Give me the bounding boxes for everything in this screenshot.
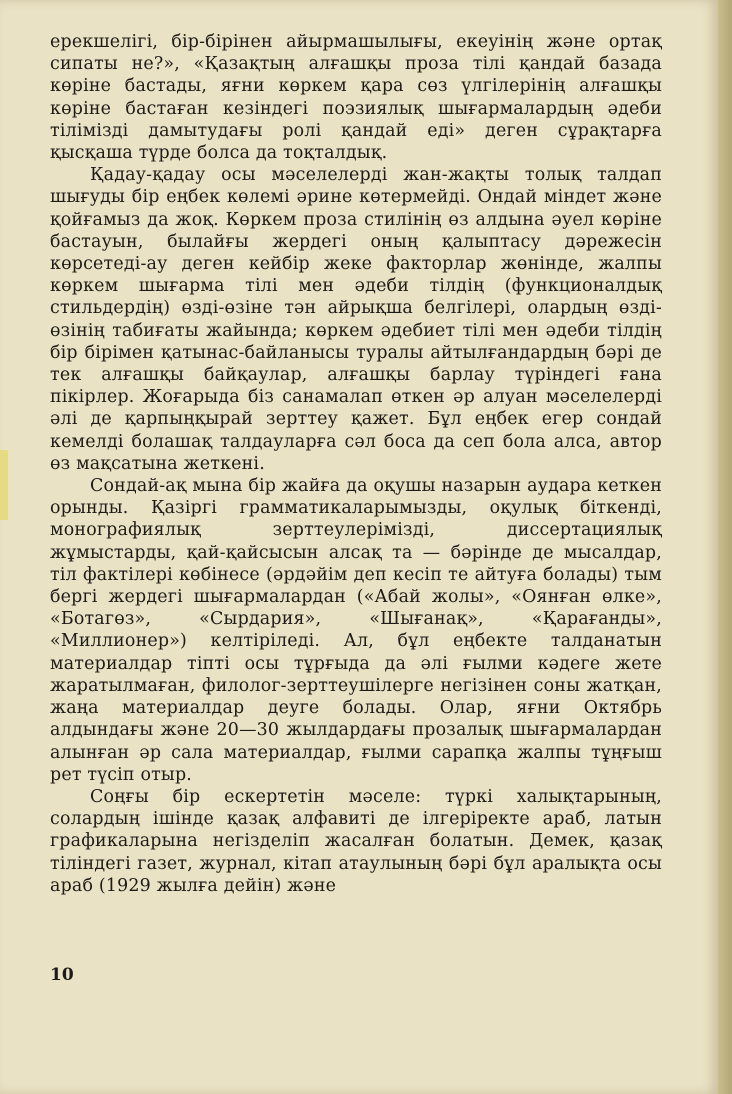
paragraph-4: Соңғы бір ескертетін мәселе: түркі халықтарының, солардың ішінде қазақ алфавиті де ілгеріректе араб, латын графикаларына негізделіп жасалған болатын. Демек, қазақ тіліндегі газет, журнал, кітап атаулының бәрі бұл аралықта осы араб (1929 жылға дейін) және bbox=[50, 786, 662, 896]
paragraph-1: ерекшелігі, бір-бірінен айырмашылығы, екеуінің және ортақ сипаты не?», «Қазақтың алғашқы проза тілі қандай базада көріне бастады, яғни көркем қара сөз үлгілерінің алғашқы көріне бастаған кезіндегі поэзиялық шығармалардың әдеби тілімізді дамытудағы ролі қандай еді» деген сұрақтарға қысқаша түрде болса да тоқталдық. bbox=[50, 32, 662, 164]
page-edge-highlight bbox=[0, 450, 8, 520]
page-text bbox=[50, 31, 662, 897]
page-number: 10 bbox=[50, 965, 74, 985]
paragraph-3: Сондай-ақ мына бір жайға да оқушы назарын аудара кеткен орынды. Қазіргі грамматикаларымызды, оқулық біткенді, монографиялық зерттеулерімізді, диссертациялық жұмыстарды, қай-қайсысын алсақ та — бәрінде де мысалдар, тіл фактілері көбінесе (әрдәйім деп кесіп те айтуға болады) тым бергі жердегі шығармалардан («Абай жолы», «Оянған өлке», «Ботагөз», «Сырдария», «Шығанақ», «Қарағанды», «Миллионер») келтіріледі. Ал, бұл еңбекте талданатын материалдар тіпті осы тұрғыда да әлі ғылми кәдеге жете жаратылмаған, филолог-зерттеушілерге негізінен соны жатқан, жаңа материалдар деуге болады. Олар, яғни Октябрь алдындағы және 20—30 жылдардағы прозалық шығармалардан алынған әр сала материалдар, ғылми сарапқа жалпы тұңғыш рет түсіп отыр. bbox=[50, 476, 662, 785]
page-binding-edge bbox=[718, 0, 732, 1094]
paragraph-2: Қадау-қадау осы мәселелерді жан-жақты толық талдап шығуды бір еңбек көлемі әрине көтермейді. Ондай міндет және қойғамыз да жоқ. Көркем проза стилінің өз алдына әуел көріне бастауын, былайғы жердегі оның қалыптасу дәрежесін көрсетеді-ау деген кейбір жеке факторлар жөнінде, жалпы көркем шығарма тілі мен әдеби тілдің (функционалдық стильдердің) өзді-өзіне тән айрықша белгілері, олардың өзді-өзінің табиғаты жайында; көркем әдебиет тілі мен әдеби тілдің бір бірімен қатынас-байланысы туралы айтылғандардың бәрі де тек алғашқы байқаулар, алғашқы барлау түріндегі ғана пікірлер. Жоғарыда біз санамалап өткен әр алуан мәселелерді әлі де қарпыңқырай зерттеу қажет. Бұл еңбек егер сондай кемелді болашақ талдауларға сәл боса да сеп бола алса, автор өз мақсатына жеткені. bbox=[50, 165, 662, 474]
